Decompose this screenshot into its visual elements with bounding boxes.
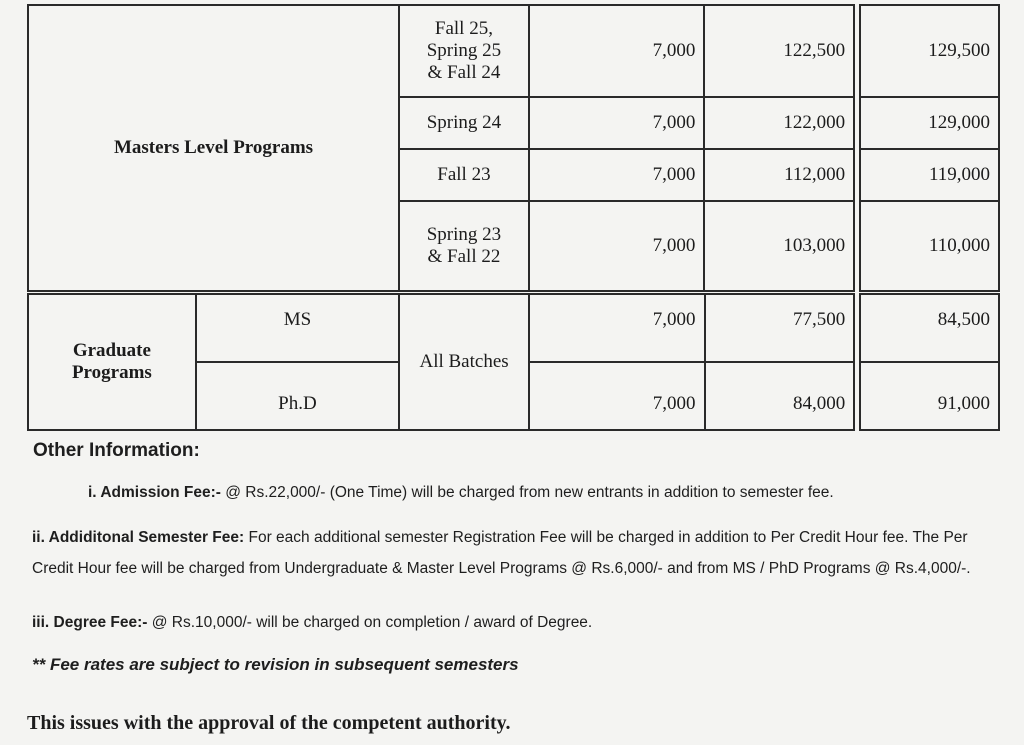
fee-cell: 7,000 [529,201,705,291]
total-cell: 119,000 [860,149,999,201]
admission-fee-item [88,484,834,502]
fee-cell: 7,000 [529,97,705,149]
admission-fee-label: i. Admission Fee:- [88,484,221,501]
fee-cell: 7,000 [529,149,705,201]
additional-fee-item [32,522,997,584]
additional-fee-label: ii. Addiditonal Semester Fee: [32,529,245,546]
batch-cell [399,5,529,97]
batch-line: & Fall 24 [427,62,501,83]
batch-cell: Fall 23 [399,149,529,201]
fee-cell: 122,500 [704,5,854,97]
degree-fee-item [32,614,592,632]
batch-cell [399,201,529,291]
batch-line: Spring 23 [426,224,502,245]
admission-fee-text: @ Rs.22,000/- (One Time) will be charged from new entrants in addition to semester fee. [220,484,834,501]
graduate-label-line: Programs [71,362,152,383]
batch-line: Fall 25, [434,18,493,39]
revision-note: ** Fee rates are subject to revision in subsequent semesters [32,655,519,674]
total-cell: 84,500 [860,294,999,362]
fee-cell: 77,500 [705,294,855,362]
fee-cell: 7,000 [529,5,705,97]
masters-fee-table [27,4,1000,292]
batch-line: Spring 25 [426,40,502,61]
other-info-heading: Other Information: [33,440,200,461]
fee-cell: 103,000 [704,201,854,291]
program-cell: MS [196,294,399,362]
degree-fee-label: iii. Degree Fee:- [32,614,148,631]
graduate-programs-label [28,294,196,430]
batch-cell: Spring 24 [399,97,529,149]
masters-programs-label: Masters Level Programs [28,5,399,291]
total-cell: 91,000 [860,362,999,430]
total-cell: 110,000 [860,201,999,291]
graduate-label-line: Graduate [72,340,151,361]
program-cell: Ph.D [196,362,399,430]
fee-cell: 112,000 [704,149,854,201]
batch-line: & Fall 22 [427,246,501,267]
degree-fee-text: @ Rs.10,000/- will be charged on completion / award of Degree. [147,614,593,631]
fee-cell: 122,000 [704,97,854,149]
additional-fee-text: For each additional semester Registration Fee will be charged in addition to Per Credit Hour fee. The Per Credit Hour fee will be charged from Undergraduate & Master Level Programs @ Rs.6,000/- and from MS / PhD Programs @ Rs.4,000/-. [32,529,971,577]
fee-cell: 7,000 [529,294,705,362]
batch-cell: All Batches [399,294,529,430]
total-cell: 129,500 [860,5,999,97]
fee-cell: 84,000 [705,362,855,430]
graduate-fee-table [27,293,1000,431]
fee-cell: 7,000 [529,362,705,430]
total-cell: 129,000 [860,97,999,149]
approval-statement: This issues with the approval of the competent authority. [27,712,511,734]
